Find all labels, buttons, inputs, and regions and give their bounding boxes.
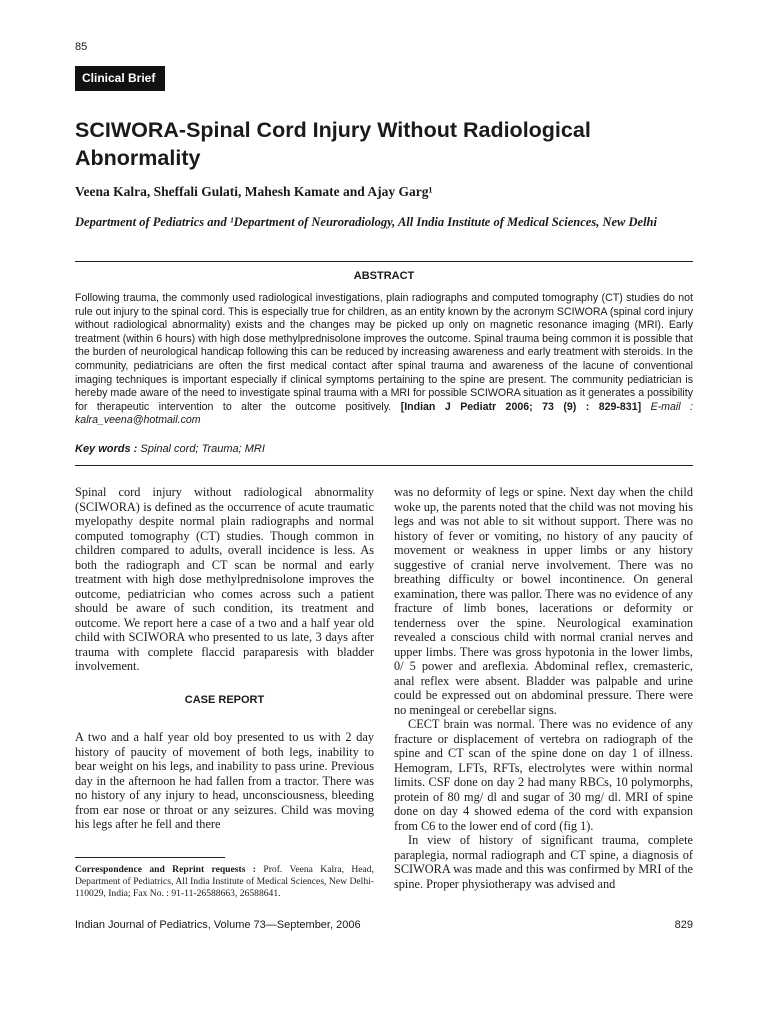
footnote-rule xyxy=(75,857,225,858)
correspondence-text: Prof. Veena Kalra, Head, Department of Pediatrics, All India Institute of Medical Sciences, New Delhi-110029, India; Fax No. : 91-11-26588663, 26588641. xyxy=(75,864,374,900)
case-report-text-2: was no deformity of legs or spine. Next day when the child woke up, the parents noted that the child was not moving his legs and was not able to sit without support. There was no history of fever or vomiting, no history of any paucity of movement or weakness in upper limbs or any history suggestive of cranial nerve involvement. There was no breathing difficulty or bowel incontinence. On general examination, there was pallor. There was no evidence of any fracture of limb bones, lacerations or deformity or tenderness over the spine. Neurological examination revealed a conscious child with normal cranial nerves and upper limbs. There was gross hypotonia in the lower limbs, 0/ 5 power and areflexia. Abdominal reflex, cremasteric, anal reflex were absent. Bladder was palpable and urine could be expressed out on abdominal pressure. There were no meningeal or cerebellar signs. xyxy=(394,485,693,717)
page-number: 85 xyxy=(75,41,88,53)
intro-paragraph xyxy=(75,485,374,674)
keywords xyxy=(75,443,265,455)
abstract-body xyxy=(75,292,693,428)
case-report-text-1: A two and a half year old boy presented to us with 2 day history of paucity of movement of both legs, inability to bear weight on his legs, and inability to pass urine. Previous day in the afternoon he had fallen from a tractor. There was no history of any injury to head, unconsciousness, bleeding from ear nose or throat or any seizures. Child was moving his legs after he fell and there xyxy=(75,730,374,831)
citation: [Indian J Pediatr 2006; 73 (9) : 829-831] xyxy=(400,400,642,413)
case-report-text-4: In view of history of significant trauma, complete paraplegia, normal radiograph and CT spine, a diagnosis of SCIWORA was made and this was confirmed by MRI of the spine. Proper physiotherapy was advised and xyxy=(394,833,693,891)
keywords-label: Key words : xyxy=(75,443,138,455)
case-report-heading: CASE REPORT xyxy=(184,694,265,706)
abstract-bottom-rule xyxy=(75,465,693,466)
correspondence-note xyxy=(75,864,374,901)
author-list: Veena Kalra, Sheffali Gulati, Mahesh Kamate and Ajay Garg¹ xyxy=(75,184,433,199)
abstract-heading: ABSTRACT xyxy=(353,270,415,282)
keywords-text: Spinal cord; Trauma; MRI xyxy=(140,443,265,455)
abstract-top-rule xyxy=(75,261,693,262)
section-tag: Clinical Brief xyxy=(75,66,165,91)
case-report-para-1 xyxy=(75,730,374,832)
case-report-text-3: CECT brain was normal. There was no evidence of any fracture or displacement of vertebra on radiograph of the spine and CT scan of the spine done on day 1 of illness. Hemogram, LFTs, RFTs, electrolytes were within normal limits. CSF done on day 2 had many RBCs, 10 polymorphs, protein of 80 mg/ dl and sugar of 30 mg/ dl. MRI of spine done on day 4 showed edema of the cord with expansion from C6 to the lower end of cord (fig 1). xyxy=(394,717,693,833)
abstract-text: Following trauma, the commonly used radiological investigations, plain radiographs and computed tomography (CT) studies do not rule out injury to the spinal cord. This is especially true for children, as an entity known by the acronym SCIWORA (spinal cord injury without radiological abnormality) exists and the changes may be picked up only on magnetic resonance imaging (MRI). Early treatment (within 6 hours) with high dose methylprednisolone improves the outcome. Spinal trauma being common it is possible that the burden of neurological handicap following this can be reduced by increasing awareness and early treatment with steroids. In the community, pediatricians are often the first medical contact after spinal trauma and awareness of the lacune of conventional imaging techniques is important especially if clinical symptoms pertaining to the spine are present. The community pediatrician is hereby made aware of the need to investigate spinal trauma with a MRI for possible SCIWORA situation as it generates a possibility for therapeutic intervention to alter the outcome positively. xyxy=(75,292,693,413)
footer-page-number: 829 xyxy=(674,919,693,931)
journal-footer: Indian Journal of Pediatrics, Volume 73—September, 2006 xyxy=(75,919,361,931)
right-column xyxy=(394,485,693,891)
article-title: SCIWORA-Spinal Cord Injury Without Radiological Abnormality xyxy=(75,118,591,170)
affiliation: Department of Pediatrics and ¹Department of Neuroradiology, All India Institute of Medical Sciences, New Delhi xyxy=(75,215,657,229)
intro-text: Spinal cord injury without radiological abnormality (SCIWORA) is defined as the occurrence of acute traumatic myelopathy despite normal plain radiographs and normal computed tomography (CT) studies. Though common in children compared to adults, overall incidence is less. As both the radiograph and CT scan be normal and early treatment with high dose methylprednisolone improves the outcome, pediatrician who comes across such a patient should be aware of such condition, its treatment and outcome. We report here a case of a two and a half year old child with SCIWORA who presented to us late, 3 days after trauma with complete flaccid paraparesis with bladder involvement. xyxy=(75,485,374,673)
email: E-mail : kalra_veena@hotmail.com xyxy=(75,400,693,427)
correspondence-label: Correspondence and Reprint requests : xyxy=(75,864,256,875)
